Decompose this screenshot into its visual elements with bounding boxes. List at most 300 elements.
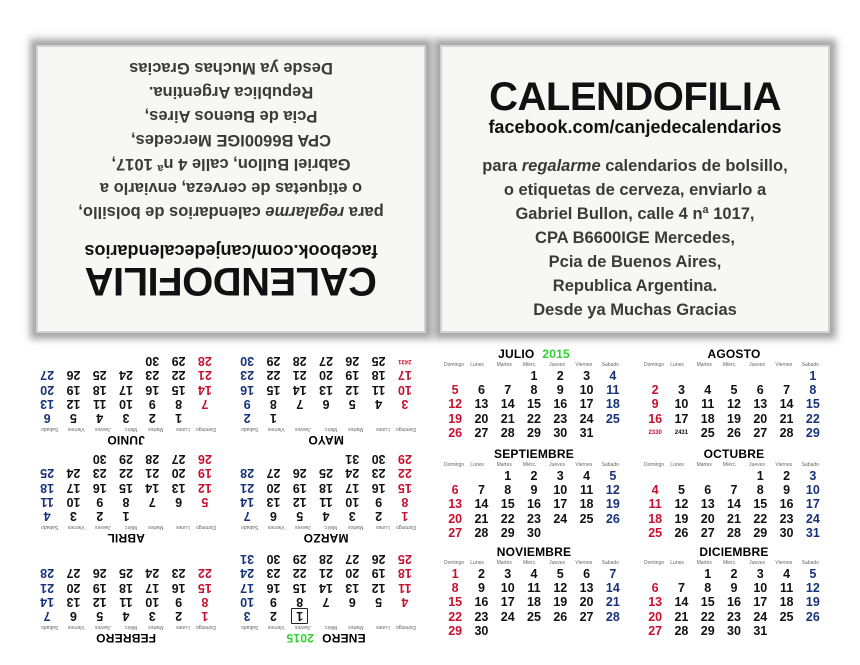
month-title <box>642 347 826 360</box>
day-cell: 20 <box>319 368 333 383</box>
month-marzo <box>234 449 418 545</box>
day-cell: 11 <box>371 382 386 397</box>
day-cell: 4 <box>704 383 712 398</box>
day-cell: 11 <box>779 581 794 596</box>
day-cell: 12 <box>197 480 212 495</box>
weekday-header: Jueves <box>749 560 765 566</box>
day-cell: 27 <box>474 425 489 440</box>
day-cell: 24 <box>66 466 81 481</box>
message-line-2: o etiquetas de cerveza, enviarlo a <box>503 181 767 199</box>
day-cell <box>313 411 339 425</box>
day-cell: 13 <box>319 382 333 397</box>
day-cell: 29 <box>500 525 515 540</box>
weekday-header-row <box>442 560 626 567</box>
weekday-header: Miérc. <box>522 560 537 566</box>
day-cell: 23 <box>527 511 541 526</box>
day-cell: 2 <box>148 411 156 425</box>
month-name: SEPTIEMBRE <box>493 447 574 461</box>
weekday-header: Martes <box>496 462 512 468</box>
day-cell: 28 <box>145 452 160 467</box>
day-cell <box>392 411 418 425</box>
day-cell: 24 <box>500 609 515 624</box>
calendar-second-semester <box>442 347 830 652</box>
day-cell <box>192 509 218 523</box>
weekday-header: Martes <box>496 362 512 368</box>
day-cell: 20 <box>345 566 360 581</box>
day-cell: 26 <box>66 368 81 383</box>
day-cell: 3 <box>677 383 685 398</box>
day-cell: 1 <box>809 369 817 383</box>
month-abril <box>34 449 218 545</box>
weekday-header-row <box>642 560 826 567</box>
day-cell: 15 <box>500 497 515 512</box>
day-cell: 13 <box>648 595 663 610</box>
day-cell: 13 <box>266 494 281 509</box>
day-cell: 21 <box>292 368 307 383</box>
day-cell: 25 <box>648 525 663 540</box>
day-grid <box>442 469 626 540</box>
day-cell <box>468 369 494 383</box>
weekday-header-row <box>442 362 626 369</box>
day-cell: 3 <box>756 567 764 581</box>
day-cell <box>642 469 668 483</box>
day-cell: 24 <box>240 566 255 581</box>
message-line-4: CPA B6600IGE Mercedes, <box>535 229 735 247</box>
day-cell <box>495 369 521 383</box>
day-cell: 4 <box>43 509 51 523</box>
day-cell: 15 <box>397 480 412 495</box>
day-cell: 18 <box>700 411 715 426</box>
weekday-header: Lunes <box>670 362 684 368</box>
weekday-header: Miérc. <box>323 524 338 530</box>
day-cell: 2 <box>243 411 251 425</box>
day-cell: 12 <box>805 581 820 596</box>
day-cell: 1 <box>704 567 712 581</box>
weekday-header: Jueves <box>749 462 765 468</box>
day-cell: 6 <box>43 411 51 425</box>
day-cell <box>113 552 139 566</box>
day-cell: 31 <box>240 552 255 567</box>
day-cell: 10 <box>66 494 81 509</box>
day-cell: 11 <box>119 594 133 609</box>
weekday-header: Domingo <box>195 624 216 630</box>
day-cell: 22 <box>119 466 133 481</box>
day-cell: 16 <box>171 580 186 595</box>
day-cell: 4 <box>122 609 130 623</box>
weekday-header: Lunes <box>376 624 390 630</box>
day-cell: 13 <box>579 581 594 596</box>
day-cell: 7 <box>296 396 304 411</box>
day-cell: 4 <box>783 567 791 581</box>
weekday-header: Viernes <box>267 624 285 630</box>
weekday-header: Sabado <box>601 362 619 368</box>
month-noviembre <box>442 545 626 641</box>
day-grid <box>642 567 826 638</box>
month-julio <box>442 347 626 443</box>
day-cell: 16 <box>779 497 794 512</box>
day-cell: 16 <box>727 595 741 610</box>
day-cell: 21 <box>474 511 489 526</box>
month-name: DICIEMBRE <box>699 545 769 559</box>
day-cell: 5 <box>96 609 104 623</box>
day-cell: 4 <box>651 483 659 498</box>
weekday-header: Sabado <box>801 362 819 368</box>
day-cell <box>668 369 694 383</box>
day-cell: 25 <box>397 552 412 567</box>
flipped-card-content <box>38 47 424 331</box>
weekday-header: Domingo <box>644 462 665 468</box>
day-cell: 10 <box>345 494 360 509</box>
month-title <box>642 447 826 460</box>
day-cell: 16 <box>266 580 281 595</box>
day-cell: 14 <box>605 581 620 596</box>
month-name: OCTUBRE <box>703 447 765 461</box>
day-cell <box>600 426 626 440</box>
day-cell: 4 <box>530 567 538 581</box>
day-cell: 1 <box>122 509 130 523</box>
month-name: FEBRERO <box>95 631 157 645</box>
weekday-header: Lunes <box>670 462 684 468</box>
day-cell: 26 <box>805 609 820 624</box>
weekday-header: Viernes <box>575 362 593 368</box>
day-cell: 16 <box>474 595 489 610</box>
weekday-header: Viernes <box>775 462 793 468</box>
day-cell: 6 <box>322 396 330 411</box>
weekday-header: Martes <box>148 524 164 530</box>
day-cell: 18 <box>605 397 620 412</box>
day-cell: 20 <box>474 411 489 426</box>
day-cell: 8 <box>530 383 538 398</box>
day-cell: 8 <box>201 594 209 609</box>
day-cell: 17 <box>240 580 255 595</box>
weekday-header: Viernes <box>575 462 593 468</box>
day-cell: 24 <box>119 368 133 383</box>
day-grid <box>442 567 626 638</box>
day-cell: 1 <box>287 609 313 623</box>
day-cell: 15 <box>171 382 186 397</box>
day-cell: 17 <box>145 580 160 595</box>
day-cell: 12 <box>605 483 620 498</box>
day-cell: 9 <box>783 483 791 498</box>
day-cell: 28 <box>319 552 333 567</box>
facebook-link: facebook.com/canjedecalendarios <box>488 117 782 137</box>
day-cell: 28 <box>292 354 307 369</box>
weekday-header: Jueves <box>95 524 111 530</box>
weekday-header: Jueves <box>95 426 111 432</box>
month-name: MARZO <box>303 531 349 545</box>
day-cell: 6 <box>269 509 277 523</box>
day-cell <box>600 624 626 638</box>
day-cell <box>668 567 694 581</box>
day-cell: 8 <box>504 483 512 498</box>
day-cell: 22 <box>171 368 186 383</box>
day-cell: 22 <box>266 368 281 383</box>
day-cell: 5 <box>809 567 817 581</box>
day-cell: 9 <box>477 581 485 596</box>
month-name: NOVIEMBRE <box>496 545 572 559</box>
day-grid <box>234 452 418 523</box>
day-cell: 13 <box>171 480 186 495</box>
day-grid <box>642 469 826 540</box>
weekday-header: Martes <box>696 462 712 468</box>
day-cell: 30 <box>240 354 255 369</box>
day-cell <box>573 624 599 638</box>
day-cell <box>442 369 468 383</box>
day-cell: 30 <box>92 452 107 467</box>
day-cell: 12 <box>448 397 463 412</box>
day-cell: 25 <box>579 511 594 526</box>
day-cell: 30 <box>553 425 568 440</box>
day-cell: 2 <box>783 469 791 483</box>
day-cell: 8 <box>756 483 764 498</box>
day-cell <box>165 509 191 523</box>
weekday-header: Miérc. <box>323 426 338 432</box>
day-cell: 14 <box>240 494 255 509</box>
day-cell: 12 <box>674 497 689 512</box>
day-cell: 3 <box>348 509 356 523</box>
day-cell: 27 <box>648 623 663 638</box>
day-cell: 16 <box>240 382 255 397</box>
day-cell: 18 <box>648 511 663 526</box>
day-cell: 5 <box>677 483 685 498</box>
day-cell: 28 <box>605 609 620 624</box>
day-cell <box>313 452 339 466</box>
month-name: JULIO <box>498 347 535 361</box>
day-cell: 30 <box>727 623 741 638</box>
facebook-link: facebook.com/canjedecalendarios <box>84 241 378 261</box>
day-cell: 14 <box>779 397 794 412</box>
day-cell: 31 <box>579 425 594 440</box>
day-cell: 7 <box>43 609 51 623</box>
month-name: ABRIL <box>107 531 145 545</box>
day-cell: 9 <box>556 383 564 398</box>
weekday-header: Jueves <box>549 560 565 566</box>
day-cell: 11 <box>527 581 541 596</box>
day-cell: 29 <box>292 552 307 567</box>
day-cell: 7 <box>243 509 251 523</box>
day-cell: 19 <box>66 382 81 397</box>
day-cell <box>721 469 747 483</box>
day-cell: 11 <box>606 383 620 398</box>
day-cell: 7 <box>477 483 485 498</box>
day-cell: 26 <box>292 466 307 481</box>
day-cell: 3 <box>69 509 77 523</box>
day-cell: 20 <box>448 511 463 526</box>
day-cell: 26 <box>674 525 689 540</box>
day-cell: 8 <box>704 581 712 596</box>
weekday-header: Martes <box>348 524 364 530</box>
day-cell <box>287 411 313 425</box>
day-cell: 17 <box>674 411 689 426</box>
day-cell: 1 <box>756 469 764 483</box>
day-cell: 10 <box>674 397 689 412</box>
day-cell: 1 <box>451 567 459 581</box>
weekday-header: Sabado <box>801 462 819 468</box>
weekday-header: Miérc. <box>522 462 537 468</box>
weekday-header: Lunes <box>176 624 190 630</box>
day-cell: 19 <box>674 511 689 526</box>
day-cell: 21 <box>500 411 515 426</box>
day-cell: 19 <box>92 580 107 595</box>
weekday-header: Lunes <box>376 426 390 432</box>
day-cell: 7 <box>504 383 512 398</box>
weekday-header: Lunes <box>470 362 484 368</box>
day-cell: 5 <box>375 594 383 609</box>
day-cell: 30 <box>527 525 541 540</box>
day-cell: 13 <box>66 594 81 609</box>
weekday-header: Lunes <box>670 560 684 566</box>
day-cell: 14 <box>145 480 160 495</box>
weekday-header: Jueves <box>95 624 111 630</box>
day-cell: 3 <box>809 469 817 483</box>
day-cell: 25 <box>527 609 541 624</box>
weekday-header: Sabado <box>241 524 259 530</box>
weekday-header-row <box>642 362 826 369</box>
day-cell: 11 <box>398 580 412 595</box>
weekday-header-row <box>234 425 418 432</box>
day-cell: 20 <box>753 411 768 426</box>
day-cell: 2431 <box>674 429 689 436</box>
day-cell: 23 <box>240 368 255 383</box>
weekday-header: Domingo <box>644 362 665 368</box>
message-line-7: Desde ya Muchas Gracias <box>129 59 333 77</box>
day-cell <box>468 469 494 483</box>
day-cell: 11 <box>40 494 54 509</box>
day-cell: 17 <box>579 397 594 412</box>
message-line-6: Republica Argentina. <box>148 83 314 101</box>
month-febrero <box>34 549 218 645</box>
day-cell: 8 <box>296 594 304 609</box>
day-cell <box>642 369 668 383</box>
day-cell <box>339 411 365 425</box>
day-cell: 9 <box>375 494 383 509</box>
card-title: CALENDOFILIA <box>489 75 781 119</box>
day-cell: 28 <box>500 425 515 440</box>
message-line-4: CPA B6600IGE Mercedes, <box>131 131 331 149</box>
day-cell: 29 <box>527 425 541 440</box>
day-cell: 25 <box>700 425 715 440</box>
day-cell: 18 <box>119 580 133 595</box>
weekday-header: Domingo <box>444 560 465 566</box>
day-cell: 8 <box>809 383 817 398</box>
day-cell: 17 <box>119 382 133 397</box>
day-cell <box>721 369 747 383</box>
day-cell: 19 <box>197 466 212 481</box>
day-cell: 11 <box>319 494 333 509</box>
weekday-header: Jueves <box>749 362 765 368</box>
day-cell: 5 <box>348 396 356 411</box>
day-cell: 26 <box>371 552 386 567</box>
weekday-header: Viernes <box>67 426 85 432</box>
day-cell: 21 <box>40 580 55 595</box>
day-cell: 3 <box>504 567 512 581</box>
day-cell: 25 <box>40 466 55 481</box>
day-cell: 15 <box>197 580 212 595</box>
day-cell: 26 <box>605 511 620 526</box>
day-cell <box>695 469 721 483</box>
day-cell <box>392 609 418 623</box>
day-cell: 10 <box>145 594 160 609</box>
day-cell: 26 <box>553 609 568 624</box>
day-cell: 14 <box>727 497 741 512</box>
day-cell: 2431 <box>398 358 412 365</box>
day-cell: 29 <box>805 425 820 440</box>
day-cell: 17 <box>397 368 412 383</box>
day-cell: 27 <box>266 466 281 481</box>
day-cell: 20 <box>40 382 55 397</box>
day-cell: 2 <box>96 509 104 523</box>
weekday-header: Jueves <box>295 624 311 630</box>
day-cell: 14 <box>674 595 689 610</box>
day-cell: 17 <box>500 595 515 610</box>
day-cell <box>600 526 626 540</box>
weekday-header: Viernes <box>267 426 285 432</box>
month-diciembre <box>642 545 826 641</box>
weekday-header: Martes <box>496 560 512 566</box>
day-cell: 5 <box>609 469 617 483</box>
day-cell: 17 <box>345 480 360 495</box>
day-cell <box>234 452 260 466</box>
day-cell <box>313 609 339 623</box>
day-cell <box>139 552 165 566</box>
month-mayo <box>234 351 418 447</box>
day-cell: 26 <box>92 566 107 581</box>
message-line-3: Gabriel Bullon, calle 4 nª 1017, <box>515 205 755 223</box>
day-cell: 7 <box>783 383 791 398</box>
day-cell: 11 <box>701 397 715 412</box>
day-cell: 6 <box>583 567 591 581</box>
day-cell <box>668 469 694 483</box>
day-cell: 29 <box>266 354 281 369</box>
day-cell: 21 <box>319 566 333 581</box>
month-title <box>234 532 418 545</box>
day-cell: 4 <box>322 509 330 523</box>
weekday-header-row <box>234 623 418 630</box>
day-cell: 16 <box>648 411 663 426</box>
day-cell: 30 <box>474 623 489 638</box>
day-cell: 15 <box>448 595 463 610</box>
month-title <box>642 545 826 558</box>
day-cell: 12 <box>727 397 741 412</box>
day-cell: 22 <box>292 566 307 581</box>
day-cell: 19 <box>345 368 360 383</box>
day-cell <box>365 609 391 623</box>
day-cell: 19 <box>448 411 463 426</box>
day-cell: 3 <box>148 609 156 623</box>
day-grid <box>34 452 218 523</box>
day-cell <box>34 354 60 368</box>
weekday-header: Miérc. <box>123 624 138 630</box>
day-cell: 9 <box>730 581 738 596</box>
day-cell: 20 <box>700 511 715 526</box>
day-cell: 1 <box>175 411 183 425</box>
day-cell: 9 <box>175 594 183 609</box>
day-cell: 9 <box>148 396 156 411</box>
day-cell: 13 <box>40 396 55 411</box>
day-cell <box>192 411 218 425</box>
day-cell: 26 <box>197 452 212 467</box>
day-cell <box>642 567 668 581</box>
weekday-header: Jueves <box>549 462 565 468</box>
year-label: 2015 <box>286 631 314 645</box>
info-card-upside-down <box>36 45 426 333</box>
weekday-header: Jueves <box>295 426 311 432</box>
day-cell: 2 <box>375 509 383 523</box>
day-cell <box>192 552 218 566</box>
day-cell <box>747 369 773 383</box>
day-grid <box>442 369 626 440</box>
weekday-header: Viernes <box>775 362 793 368</box>
